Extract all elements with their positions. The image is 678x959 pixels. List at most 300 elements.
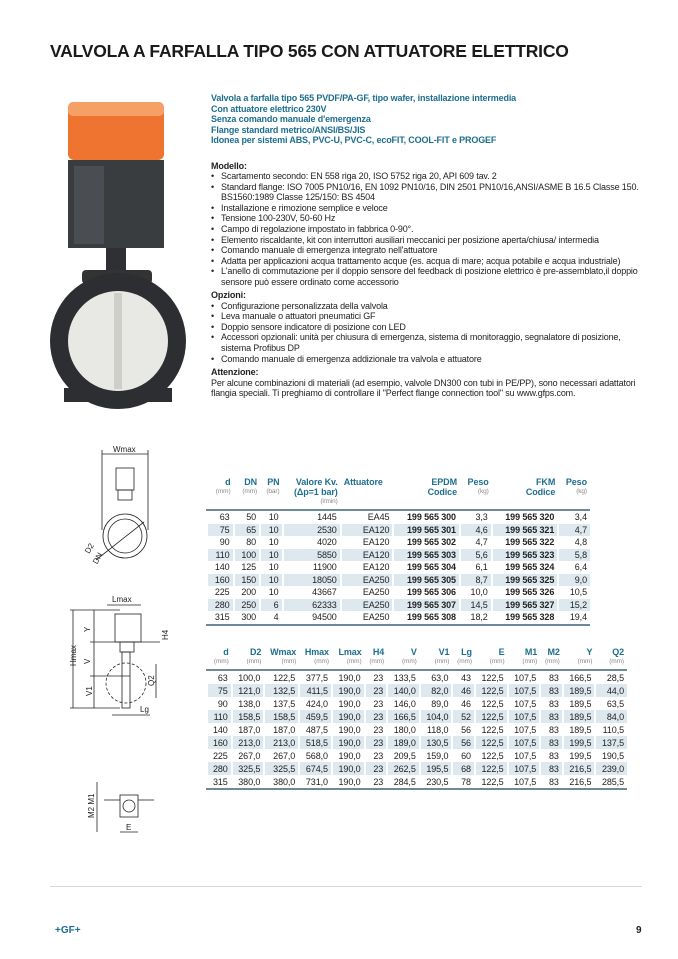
table-row — [207, 599, 590, 612]
table-cell: 315 — [207, 775, 232, 789]
table-cell: 10 — [260, 536, 282, 549]
table-cell: 216,5 — [563, 762, 596, 775]
table-row — [207, 611, 590, 625]
table-cell: 250 — [234, 599, 261, 612]
opzioni-heading: Opzioni: — [211, 290, 246, 301]
intro-line: Idonea per sistemi ABS, PVC-U, PVC-C, ecoFIT, COOL-FIT e PROGEF — [211, 135, 497, 146]
table-cell: 107,5 — [508, 710, 541, 723]
table-cell: 82,0 — [420, 684, 453, 697]
table-cell: 23 — [365, 684, 388, 697]
table-cell: 190,0 — [332, 762, 365, 775]
table-cell: 83 — [540, 710, 563, 723]
table-cell: 5,8 — [558, 549, 590, 562]
table-cell: 28,5 — [595, 670, 627, 684]
table-cell: 10,0 — [460, 586, 492, 599]
table-cell: 300 — [234, 611, 261, 625]
label-wmax: Wmax — [113, 445, 136, 454]
table-cell: 4,6 — [460, 524, 492, 537]
header-unit: (kg) — [576, 488, 587, 495]
table-cell: 23 — [365, 762, 388, 775]
column-header — [387, 647, 420, 670]
table-cell: 284,5 — [387, 775, 420, 789]
table-cell: 84,0 — [595, 710, 627, 723]
table-cell: 380,0 — [232, 775, 265, 789]
table-cell: 199 565 307 — [393, 599, 460, 612]
table-row — [207, 586, 590, 599]
table-cell: 122,5 — [475, 762, 508, 775]
label-lg: Lg — [140, 705, 149, 714]
table-cell: 4 — [260, 611, 282, 625]
table-cell: 199 565 306 — [393, 586, 460, 599]
table-cell: 199 565 320 — [492, 510, 559, 524]
modello-item: • Scartamento secondo: EN 558 riga 20, ISO 5752 riga 20, API 609 tav. 2 — [211, 171, 643, 182]
header-label: V1 — [438, 647, 450, 657]
table-cell: 190,0 — [332, 710, 365, 723]
table-cell: 52 — [452, 710, 475, 723]
table-cell: 83 — [540, 684, 563, 697]
table-cell: 267,0 — [232, 749, 265, 762]
table-cell: 63 — [207, 510, 234, 524]
column-header — [595, 647, 627, 670]
header-label: H4 — [372, 647, 385, 657]
table-cell: 10 — [260, 510, 282, 524]
table-cell: EA250 — [341, 599, 394, 612]
table-cell: 199 565 302 — [393, 536, 460, 549]
label-e: E — [126, 823, 132, 832]
header-unit: (mm) — [242, 488, 258, 495]
intro-line: Con attuatore elettrico 230V — [211, 103, 327, 114]
table-row — [207, 697, 627, 710]
table-cell: EA250 — [341, 574, 394, 587]
table-cell: 190,0 — [332, 749, 365, 762]
table-cell: 199 565 321 — [492, 524, 559, 537]
table-cell: 315 — [207, 611, 234, 625]
column-header — [332, 647, 365, 670]
table-cell: 285,5 — [595, 775, 627, 789]
table-row — [207, 536, 590, 549]
table-cell: 46 — [452, 697, 475, 710]
table-cell: 68 — [452, 762, 475, 775]
table-cell: 487,5 — [299, 723, 332, 736]
column-header — [260, 477, 282, 510]
modello-item: • Comando manuale di emergenza integrato nell'attuatore — [211, 245, 643, 256]
modello-item: • Installazione e rimozione semplice e veloce — [211, 203, 643, 214]
table-cell: EA120 — [341, 536, 394, 549]
table-cell: 83 — [540, 670, 563, 684]
header-label: Peso — [565, 477, 587, 487]
table-cell: 187,0 — [232, 723, 265, 736]
intro-line: Flange standard metrico/ANSI/BS/JIS — [211, 124, 366, 135]
table-cell: 6,1 — [460, 561, 492, 574]
table-cell: 158,5 — [264, 710, 299, 723]
table-cell: 78 — [452, 775, 475, 789]
table-cell: 280 — [207, 599, 234, 612]
table-cell: 23 — [365, 710, 388, 723]
table-cell: 9,0 — [558, 574, 590, 587]
header-label: DN — [244, 477, 258, 487]
table-cell: 19,4 — [558, 611, 590, 625]
header-label: PN — [267, 477, 280, 487]
table-cell: 10,5 — [558, 586, 590, 599]
table-cell: 118,0 — [420, 723, 453, 736]
table-cell: 44,0 — [595, 684, 627, 697]
table-cell: 4,7 — [558, 524, 590, 537]
column-header — [207, 477, 234, 510]
table-cell: 189,5 — [563, 684, 596, 697]
header-label: Valore Kv. (Δp=1 bar) — [293, 477, 338, 497]
table-cell: 104,0 — [420, 710, 453, 723]
gf-logo: +GF+ — [55, 925, 81, 936]
table-cell: 166,5 — [387, 710, 420, 723]
table-cell: 10 — [260, 549, 282, 562]
table-row — [207, 710, 627, 723]
header-unit: (mm) — [401, 658, 417, 665]
table-cell: EA250 — [341, 611, 394, 625]
table-cell: 199,5 — [563, 736, 596, 749]
table-row — [207, 670, 627, 684]
table-cell: 107,5 — [508, 670, 541, 684]
table-cell: 3,3 — [460, 510, 492, 524]
intro-block — [211, 93, 643, 146]
table-cell: 199,5 — [563, 749, 596, 762]
table-cell: 122,5 — [475, 775, 508, 789]
header-label: E — [498, 647, 505, 657]
table-cell: 83 — [540, 736, 563, 749]
table-cell: 107,5 — [508, 736, 541, 749]
column-header — [365, 647, 388, 670]
header-label: Lg — [461, 647, 472, 657]
intro-line: Valvola a farfalla tipo 565 PVDF/PA-GF, tipo wafer, installazione intermedia — [211, 93, 517, 103]
column-header — [475, 647, 508, 670]
modello-item: • Elemento riscaldante, kit con interruttori ausiliari meccanici per posizione aperta/chiusa/ intermedia — [211, 235, 643, 246]
modello-item: • Standard flange: ISO 7005 PN10/16, EN 1092 PN10/16, DIN 2501 PN10/16,ANSI/ASME B 16.5 Classe 150. BS1560:1989 Classe 125/150: BS 4504 — [211, 182, 643, 203]
table-cell: 122,5 — [475, 723, 508, 736]
table-cell: 216,5 — [563, 775, 596, 789]
table-row — [207, 736, 627, 749]
table-cell: 190,5 — [595, 749, 627, 762]
table-cell: EA120 — [341, 561, 394, 574]
table-cell: 133,5 — [387, 670, 420, 684]
table-cell: 160 — [207, 574, 234, 587]
table-row — [207, 723, 627, 736]
table-row — [207, 524, 590, 537]
label-m2-m1: M2 M1 — [87, 793, 96, 818]
table-cell: 63 — [207, 670, 232, 684]
header-label: M2 — [547, 647, 560, 657]
table-cell: EA120 — [341, 524, 394, 537]
opzioni-item: • Configurazione personalizzata della valvola — [211, 301, 643, 312]
table-cell: 377,5 — [299, 670, 332, 684]
header-label: Lmax — [338, 647, 362, 657]
column-header — [341, 477, 394, 510]
header-unit: (kg) — [477, 488, 489, 495]
table-cell: 107,5 — [508, 723, 541, 736]
header-unit: (mm) — [544, 658, 560, 665]
table-cell: 50 — [234, 510, 261, 524]
table-cell: 63,0 — [420, 670, 453, 684]
table-cell: 65 — [234, 524, 261, 537]
header-unit: (mm) — [577, 658, 593, 665]
table-cell: 280 — [207, 762, 232, 775]
table-cell: 8,7 — [460, 574, 492, 587]
table-cell: 138,0 — [232, 697, 265, 710]
opzioni-item: • Accessori opzionali: unità per chiusura di emergenza, sistema di monitoraggio, segnalatore di posizione, sistema Profibus DP — [211, 332, 643, 353]
opzioni-item: • Comando manuale di emergenza addizionale tra valvola e attuatore — [211, 354, 643, 365]
table-cell: 140 — [207, 723, 232, 736]
table-cell: 150 — [234, 574, 261, 587]
modello-item: • Campo di regolazione impostato in fabbrica 0-90°. — [211, 224, 643, 235]
table-cell: 18,2 — [460, 611, 492, 625]
table-cell: 459,5 — [299, 710, 332, 723]
table-cell: 411,5 — [299, 684, 332, 697]
table-row — [207, 561, 590, 574]
table-cell: 225 — [207, 749, 232, 762]
table-cell: 90 — [207, 697, 232, 710]
table-cell: 83 — [540, 723, 563, 736]
table-cell: EA120 — [341, 549, 394, 562]
table-cell: 1445 — [283, 510, 341, 524]
table-cell: 200 — [234, 586, 261, 599]
header-label: Wmax — [270, 647, 297, 657]
table-cell: 3,4 — [558, 510, 590, 524]
table-cell: 199 565 325 — [492, 574, 559, 587]
label-y: Y — [83, 626, 92, 632]
table-cell: 160 — [207, 736, 232, 749]
table-cell: 83 — [540, 749, 563, 762]
modello-item: • Adatta per applicazioni acqua trattamento acque (es. acqua di mare; acqua potabile e acqua industriale) — [211, 256, 643, 267]
column-header — [393, 477, 460, 510]
column-header — [207, 647, 232, 670]
table-cell: 189,5 — [563, 723, 596, 736]
table-cell: 2530 — [283, 524, 341, 537]
table-cell: 10 — [260, 574, 282, 587]
table-cell: 424,0 — [299, 697, 332, 710]
opzioni-list — [211, 301, 643, 364]
column-header — [508, 647, 541, 670]
header-label: D2 — [250, 647, 262, 657]
table-cell: 23 — [365, 775, 388, 789]
table-cell: 190,0 — [332, 697, 365, 710]
table-cell: 199 565 322 — [492, 536, 559, 549]
table-cell: 46 — [452, 684, 475, 697]
table-cell: 75 — [207, 684, 232, 697]
page-title: VALVOLA A FARFALLA TIPO 565 CON ATTUATORE ELETTRICO — [50, 41, 569, 61]
header-unit: (mm) — [213, 658, 229, 665]
column-header — [492, 477, 559, 510]
label-d2: D2 — [83, 541, 96, 556]
header-label: Attuatore — [343, 477, 383, 487]
table-cell: EA250 — [341, 586, 394, 599]
table-cell: 6,4 — [558, 561, 590, 574]
column-header — [460, 477, 492, 510]
table-cell: 63,5 — [595, 697, 627, 710]
dimensions-table — [206, 647, 627, 790]
header-unit: (mm) — [434, 658, 450, 665]
column-header — [420, 647, 453, 670]
column-header — [452, 647, 475, 670]
header-unit: (mm) — [369, 658, 385, 665]
table-cell: 122,5 — [475, 670, 508, 684]
table-row — [207, 749, 627, 762]
table-cell: 146,0 — [387, 697, 420, 710]
header-label: EPDM Codice — [427, 477, 457, 497]
table-cell: 83 — [540, 775, 563, 789]
table-cell: 23 — [365, 736, 388, 749]
table-cell: 209,5 — [387, 749, 420, 762]
header-unit: (mm) — [457, 658, 472, 665]
table-cell: 125 — [234, 561, 261, 574]
table-cell: 166,5 — [563, 670, 596, 684]
table-cell: 94500 — [283, 611, 341, 625]
label-v1: V1 — [85, 686, 94, 696]
table-cell: 213,0 — [264, 736, 299, 749]
table-cell: 122,5 — [264, 670, 299, 684]
table-cell: 199 565 303 — [393, 549, 460, 562]
table-cell: 83 — [540, 697, 563, 710]
table-cell: 100 — [234, 549, 261, 562]
header-unit: (mm) — [246, 658, 262, 665]
table-cell: 140 — [207, 561, 234, 574]
table-cell: 130,5 — [420, 736, 453, 749]
table-cell: 137,5 — [595, 736, 627, 749]
table-cell: 199 565 323 — [492, 549, 559, 562]
label-h4: H4 — [161, 629, 170, 640]
table-cell: 190,0 — [332, 723, 365, 736]
table-cell: 43 — [452, 670, 475, 684]
header-unit: (mm) — [609, 658, 624, 665]
description-column — [211, 93, 643, 399]
table-cell: 75 — [207, 524, 234, 537]
page-number: 9 — [636, 925, 642, 936]
table-cell: 132,5 — [264, 684, 299, 697]
label-v: V — [83, 658, 92, 664]
table-cell: 213,0 — [232, 736, 265, 749]
table-cell: 195,5 — [420, 762, 453, 775]
table-cell: 4,8 — [558, 536, 590, 549]
header-unit: (mm) — [522, 658, 538, 665]
table-cell: 4020 — [283, 536, 341, 549]
table-cell: 137,5 — [264, 697, 299, 710]
modello-list — [211, 171, 643, 287]
table-cell: 4,7 — [460, 536, 492, 549]
table-cell: 199 565 308 — [393, 611, 460, 625]
table-cell: 325,5 — [232, 762, 265, 775]
table-cell: 10 — [260, 586, 282, 599]
table-row — [207, 549, 590, 562]
table-cell: 23 — [365, 697, 388, 710]
label-dn: DN — [90, 551, 105, 566]
table-cell: 239,0 — [595, 762, 627, 775]
table-cell: 380,0 — [264, 775, 299, 789]
table-cell: 199 565 300 — [393, 510, 460, 524]
header-label: d — [225, 477, 231, 487]
table-cell: 225 — [207, 586, 234, 599]
table-cell: 60 — [452, 749, 475, 762]
column-header — [540, 647, 563, 670]
table-cell: 158,5 — [232, 710, 265, 723]
table-cell: 199 565 324 — [492, 561, 559, 574]
table-cell: 56 — [452, 723, 475, 736]
table-cell: 107,5 — [508, 775, 541, 789]
header-label: Hmax — [304, 647, 329, 657]
table-cell: 140,0 — [387, 684, 420, 697]
table-cell: 107,5 — [508, 697, 541, 710]
header-label: d — [223, 647, 229, 657]
column-header — [299, 647, 332, 670]
column-header — [558, 477, 590, 510]
column-header — [232, 647, 265, 670]
table-cell: 23 — [365, 723, 388, 736]
table-cell: 14,5 — [460, 599, 492, 612]
column-header — [264, 647, 299, 670]
table-cell: 23 — [365, 749, 388, 762]
header-unit: (mm) — [314, 658, 329, 665]
attenzione-heading: Attenzione: — [211, 367, 259, 378]
table-cell: 56 — [452, 736, 475, 749]
table-cell: EA45 — [341, 510, 394, 524]
table-cell: 731,0 — [299, 775, 332, 789]
table-cell: 674,5 — [299, 762, 332, 775]
column-header — [234, 477, 261, 510]
table-cell: 122,5 — [475, 749, 508, 762]
table-cell: 187,0 — [264, 723, 299, 736]
table-cell: 80 — [234, 536, 261, 549]
table-cell: 122,5 — [475, 684, 508, 697]
modello-item: • L'anello di commutazione per il doppio sensore del feedback di posizione elettrico è pre-assemblato,il doppio sensore può essere ordinato come accessorio — [211, 266, 643, 287]
table-row — [207, 684, 627, 697]
table-cell: 107,5 — [508, 684, 541, 697]
header-unit: (l/min) — [320, 498, 338, 505]
table-cell: 267,0 — [264, 749, 299, 762]
label-hmax: Hmax — [69, 645, 78, 666]
table-cell: 189,0 — [387, 736, 420, 749]
header-label: V — [410, 647, 417, 657]
product-codes-table — [206, 477, 590, 626]
table-cell: 23 — [365, 670, 388, 684]
table-cell: 189,5 — [563, 710, 596, 723]
table-cell: 10 — [260, 561, 282, 574]
table-cell: 121,0 — [232, 684, 265, 697]
table-cell: 100,0 — [232, 670, 265, 684]
opzioni-item: • Leva manuale o attuatori pneumatici GF — [211, 311, 643, 322]
column-header — [563, 647, 596, 670]
header-unit: (mm) — [215, 488, 231, 495]
table-row — [207, 762, 627, 775]
opzioni-item: • Doppio sensore indicatore di posizione con LED — [211, 322, 643, 333]
footer-divider — [50, 886, 642, 887]
column-header — [283, 477, 341, 510]
label-q2: Q2 — [147, 675, 156, 686]
header-unit: (mm) — [489, 658, 505, 665]
table-cell: 110 — [207, 549, 234, 562]
table-cell: 89,0 — [420, 697, 453, 710]
table-cell: 199 565 304 — [393, 561, 460, 574]
table-cell: 110,5 — [595, 723, 627, 736]
table-cell: 199 565 305 — [393, 574, 460, 587]
table-cell: 11900 — [283, 561, 341, 574]
table-cell: 5850 — [283, 549, 341, 562]
table-cell: 199 565 328 — [492, 611, 559, 625]
header-label: FKM Codice — [525, 477, 556, 497]
table-cell: 5,6 — [460, 549, 492, 562]
table-cell: 190,0 — [332, 736, 365, 749]
table-cell: 230,5 — [420, 775, 453, 789]
table-cell: 10 — [260, 524, 282, 537]
table-cell: 199 565 327 — [492, 599, 559, 612]
table-cell: 83 — [540, 762, 563, 775]
label-lmax: Lmax — [112, 595, 132, 604]
table-cell: 199 565 301 — [393, 524, 460, 537]
